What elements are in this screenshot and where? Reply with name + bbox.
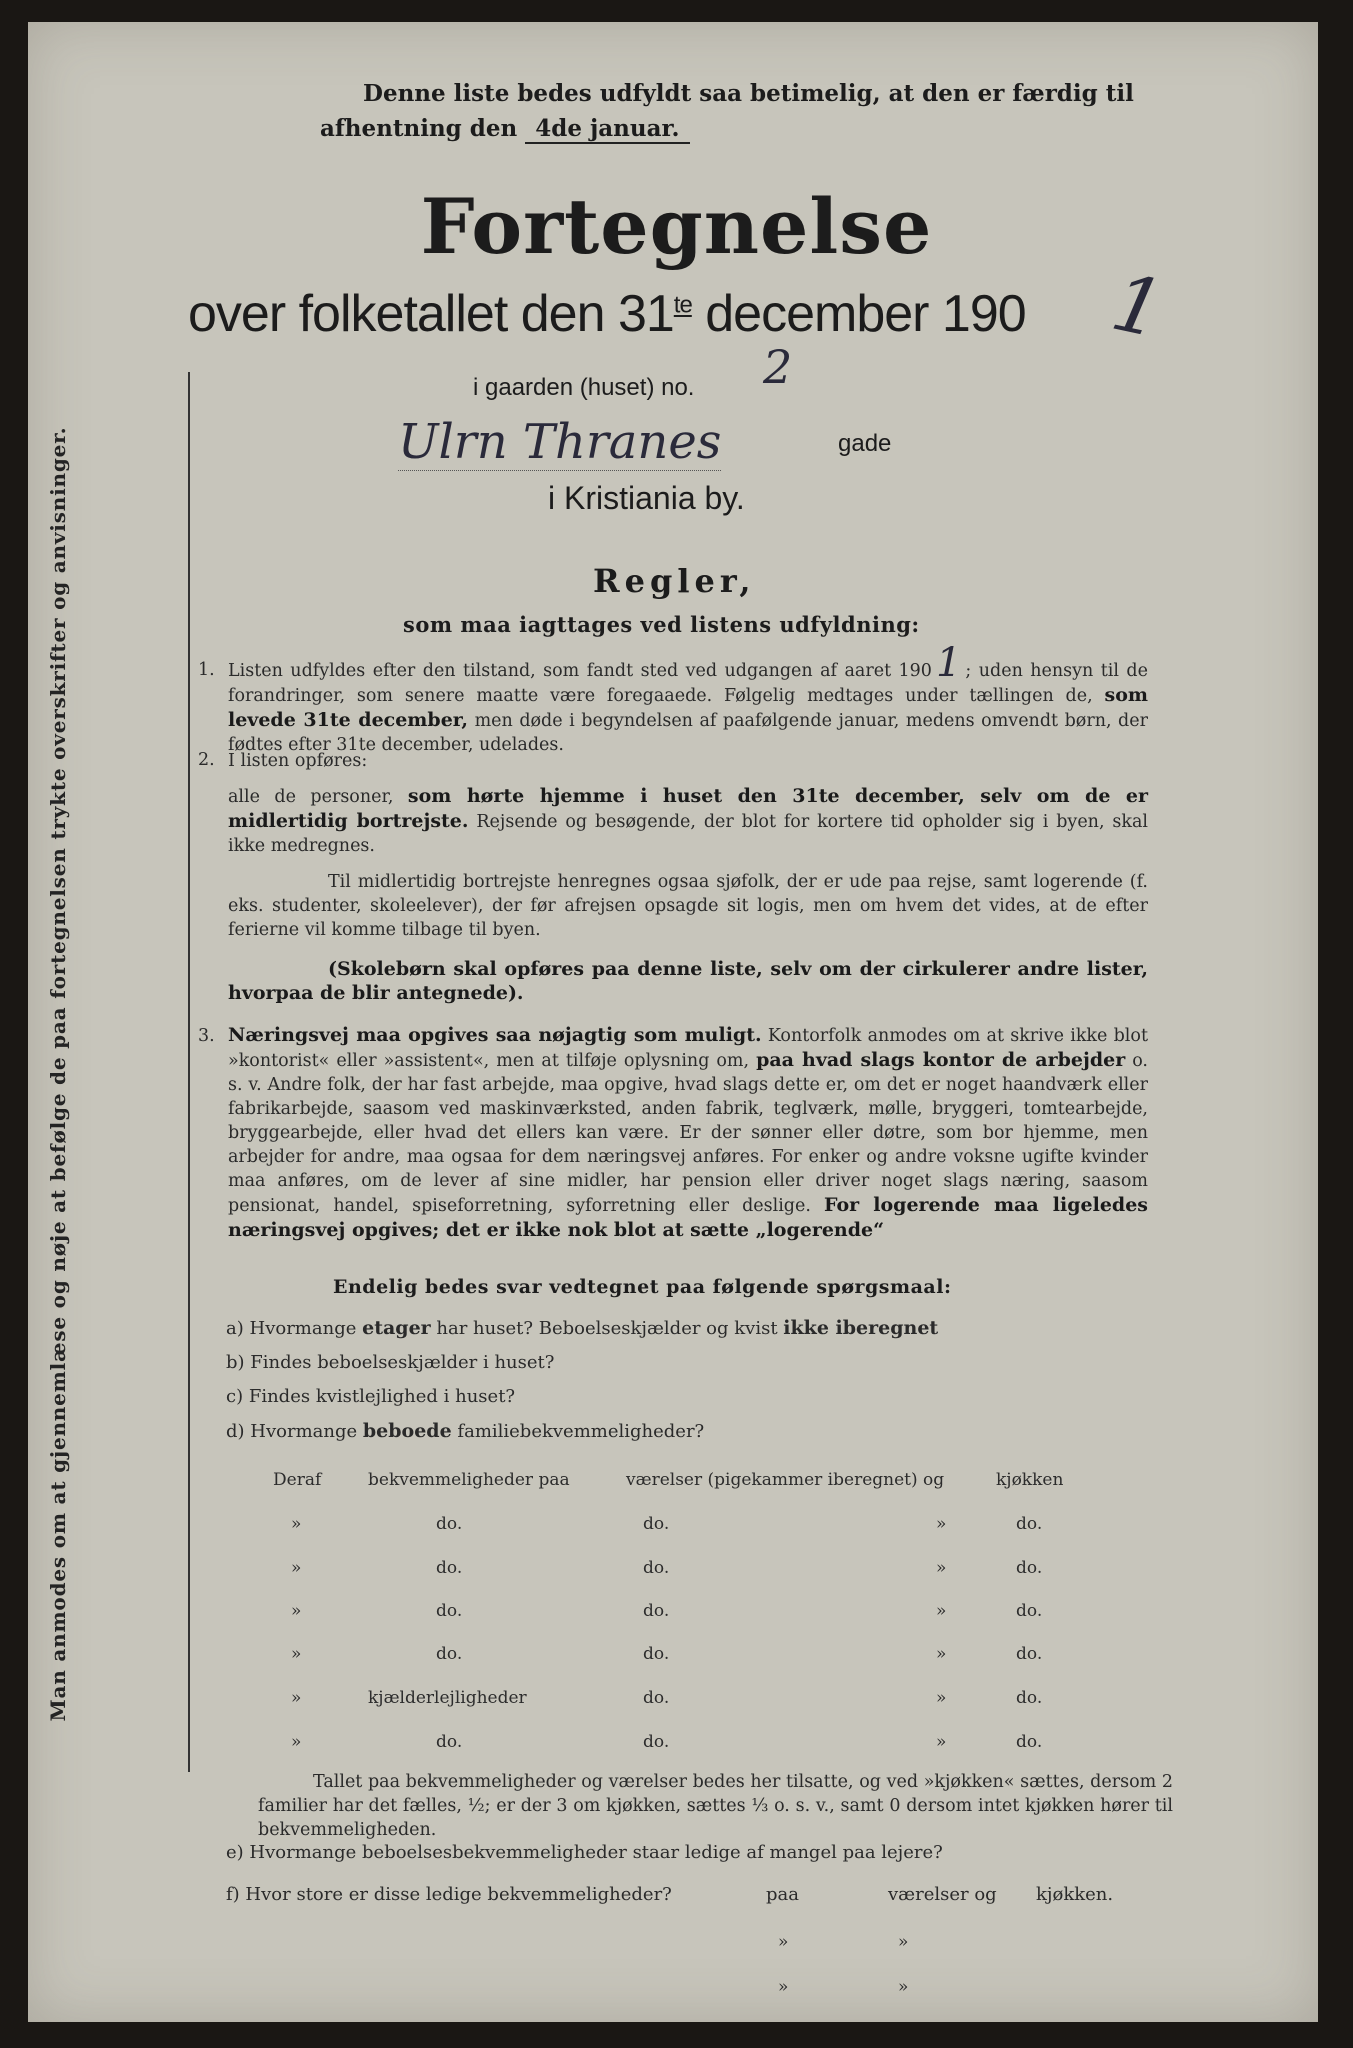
question-d-letter: d) (226, 1421, 245, 1442)
table-header-deraf: Deraf (273, 1470, 322, 1490)
question-c (226, 1386, 515, 1407)
table-row (28, 1732, 1318, 1762)
final-heading: Endelig bedes svar vedtegnet paa følgende spørgsmaal: (333, 1276, 952, 1298)
row-kjokken: do. (1016, 1514, 1043, 1534)
rule-3-part-b: o. s. v. Andre folk, der har fast arbejde, maa opgive, hvad slags dette er, om det er noget haandværk eller fabrikarbejde, saasom ved maskinværksted, anden fabrik, teglværk, mølle, bryggeri, tomtearbejde, bryggearbejde, eller hvad det ellers kan være. Er der sønner eller døtre, som bor hjemme, men arbejder for andre, maa ogsaa for dem næringsvej anføres. For enker og andre voksne ugifte kvinder maa anføres, om de lever af sine midler, har pension eller driver noget slags næring, saasom pensionat, handel, spiseforretning, syforretning eller deslige. (228, 1051, 1148, 1216)
table-row (28, 1688, 1318, 1718)
gade-label: gade (838, 430, 892, 457)
question-c-text: Findes kvistlejlighed i huset? (248, 1386, 516, 1407)
table-header-kjokken: kjøkken (996, 1470, 1064, 1490)
rule-1-bold: som levede 31te december, (228, 684, 1148, 731)
row-vaerelser: do. (643, 1688, 670, 1708)
question-e (226, 1842, 943, 1863)
row-mark: » (291, 1688, 302, 1708)
question-f (226, 1884, 672, 1905)
row-mark-2: » (936, 1514, 947, 1534)
row-kjokken: do. (1016, 1688, 1043, 1708)
subtitle-prefix: over folketallet den 31 (188, 285, 674, 343)
rule-2-para-2: Til midlertidig bortrejste henregnes ogsaa sjøfolk, der er ude paa rejse, samt logerende (f. eks. studenter, skoleelever), der før afrejsen opsagde sit logis, men om hvem det vides, at de efter ferierne vil komme tilbage til byen. (228, 872, 1148, 940)
tallet-note: Tallet paa bekvemmeligheder og værelser bedes her tilsatte, og ved »kjøkken« sættes, dersom 2 familier har det fælles, ½; er der 3 om kjøkken, sættes ⅓ o. s. v., samt 0 dersom intet kjøkken hører til bekvemmeligheden. (258, 1772, 1173, 1840)
row-bekvemmeligheder: do. (436, 1558, 463, 1578)
rule-1-number: 1. (198, 660, 215, 680)
rule-1-part-b: ; uden hensyn til de forandringer, som senere maatte være foregaaede. Følgelig medtages under tællingen de, (228, 661, 1148, 706)
question-f-paa: paa (766, 1884, 799, 1905)
table-header-vaerelser: værelser (pigekammer iberegnet) og (626, 1470, 945, 1490)
row-mark-2: » (936, 1558, 947, 1578)
rule-1-part-c: men døde i begyndelsen af paafølgende januar, medens omvendt børn, der fødtes efter 31te december, udelades. (228, 711, 1148, 755)
row-kjokken: do. (1016, 1732, 1043, 1752)
row-mark: » (291, 1558, 302, 1578)
regler-heading: Regler, (593, 562, 756, 600)
question-e-letter: e) (226, 1842, 244, 1863)
house-number-handwritten: 2 (763, 340, 793, 394)
rule-2-p1-bold: som hørte hjemme i huset den 31te december, selv om de er midlertidig bortrejste. (228, 785, 1148, 832)
question-b-text: Findes beboelseskjælder i huset? (250, 1352, 555, 1373)
rule-2-para-1 (228, 784, 1148, 858)
notice-line-2 (320, 112, 690, 146)
rule-2-number: 2. (198, 750, 215, 770)
row-kjokken: do. (1016, 1558, 1043, 1578)
row-bekvemmeligheder: kjælderlejligheder (368, 1688, 527, 1708)
row-kjokken: do. (1016, 1601, 1043, 1621)
rule-2-para-3: (Skolebørn skal opføres paa denne liste, selv om der cirkulerer andre lister, hvorpaa de blir antegnede). (228, 958, 1148, 1004)
page-title: Fortegnelse (420, 182, 933, 271)
census-form-page (28, 22, 1318, 2022)
rule-2-p1-part-a: alle de personer, (228, 787, 394, 807)
rule-3-text (228, 1023, 1148, 1243)
f-ditto-mark: » (778, 1932, 789, 1952)
question-f-vaerelser: værelser og (888, 1884, 997, 1905)
subtitle-suffix: december 190 (705, 285, 1026, 343)
row-mark: » (291, 1644, 302, 1664)
question-f-kjokken: kjøkken. (1036, 1884, 1114, 1905)
question-a-bold-2: ikke iberegnet (783, 1317, 939, 1339)
notice-prefix: afhentning den (320, 115, 518, 142)
question-a-bold: etager (362, 1317, 431, 1339)
rule-3-bold-3: For logerende maa ligeledes næringsvej opgives; det er ikke nok blot at sætte „logerende“ (228, 1194, 1148, 1241)
rule-1-text (228, 640, 1148, 757)
row-vaerelser: do. (643, 1601, 670, 1621)
question-a-pre: Hvormange (249, 1318, 357, 1339)
rule-3-bold-2: paa hvad slags kontor de arbejder (756, 1049, 1126, 1071)
row-mark: » (291, 1732, 302, 1752)
rule-3-bold-1: Næringsvej maa opgives saa nøjagtig som muligt. (228, 1024, 762, 1046)
table-row (28, 1558, 1318, 1588)
gaarden-label: i gaarden (huset) no. (473, 374, 695, 401)
row-mark-2: » (936, 1601, 947, 1621)
row-vaerelser: do. (643, 1732, 670, 1752)
row-mark-2: » (936, 1644, 947, 1664)
question-b (226, 1352, 554, 1373)
handwritten-year: 1 (1104, 257, 1172, 357)
question-a (226, 1317, 938, 1339)
question-e-text: Hvormange beboelsesbekvemmeligheder staar ledige af mangel paa lejere? (249, 1842, 943, 1863)
street-name-handwritten: Ulrn Thranes (398, 414, 722, 470)
f-ditto-mark: » (898, 1932, 909, 1952)
rule-3-number: 3. (198, 1026, 215, 1046)
row-bekvemmeligheder: do. (436, 1514, 463, 1534)
question-a-mid: har huset? Beboelseskjælder og kvist (436, 1318, 778, 1339)
table-header-bekvemmeligheder: bekvemmeligheder paa (368, 1470, 570, 1490)
question-d-post: familiebekvemmeligheder? (457, 1421, 705, 1442)
question-b-letter: b) (226, 1352, 245, 1373)
question-a-letter: a) (226, 1318, 244, 1339)
subtitle (188, 284, 1026, 344)
row-bekvemmeligheder: do. (436, 1732, 463, 1752)
table-row (28, 1644, 1318, 1674)
question-d (226, 1420, 704, 1442)
row-bekvemmeligheder: do. (436, 1644, 463, 1664)
row-vaerelser: do. (643, 1644, 670, 1664)
side-instruction-text: Man anmodes om at gjennemlæse og nøje at befølge de paa fortegnelsen trykte overskrifter og anvisninger. (46, 426, 70, 1722)
question-d-pre: Hvormange (250, 1421, 358, 1442)
table-row (28, 1601, 1318, 1631)
rule-1-part-a: Listen udfyldes efter den tilstand, som fandt sted ved udgangen af aaret 190 (228, 661, 932, 681)
row-vaerelser: do. (643, 1558, 670, 1578)
f-ditto-mark: » (778, 1977, 789, 1997)
notice-line-1: Denne liste bedes udfyldt saa betimelig, at den er færdig til (363, 80, 1134, 107)
city-line: i Kristiania by. (548, 480, 745, 516)
rule-3-part-a: Kontorfolk anmodes om at skrive ikke blot »kontorist« eller »assistent«, men at tilføje oplysning om, (228, 1026, 1148, 1071)
row-kjokken: do. (1016, 1644, 1043, 1664)
question-c-letter: c) (226, 1386, 244, 1407)
rule-2-intro: I listen opføres: (228, 751, 368, 771)
question-f-letter: f) (226, 1884, 240, 1905)
question-f-text: Hvor store er disse ledige bekvemmeligheder? (245, 1884, 672, 1905)
row-mark: » (291, 1601, 302, 1621)
rule-2-p1-part-c: Rejsende og besøgende, der blot for kortere tid opholder sig i byen, skal ikke medregnes. (228, 812, 1148, 856)
f-ditto-mark: » (898, 1977, 909, 1997)
row-vaerelser: do. (643, 1514, 670, 1534)
row-mark: » (291, 1514, 302, 1534)
row-bekvemmeligheder: do. (436, 1601, 463, 1621)
notice-date: 4de januar. (525, 115, 689, 144)
table-row (28, 1514, 1318, 1544)
row-mark-2: » (936, 1732, 947, 1752)
regler-subheading: som maa iagttages ved listens udfyldning: (403, 612, 920, 637)
question-d-bold: beboede (362, 1420, 452, 1442)
row-mark-2: » (936, 1688, 947, 1708)
subtitle-sup: te (673, 291, 692, 319)
rule-1-year-handwritten: 1 (935, 640, 962, 686)
